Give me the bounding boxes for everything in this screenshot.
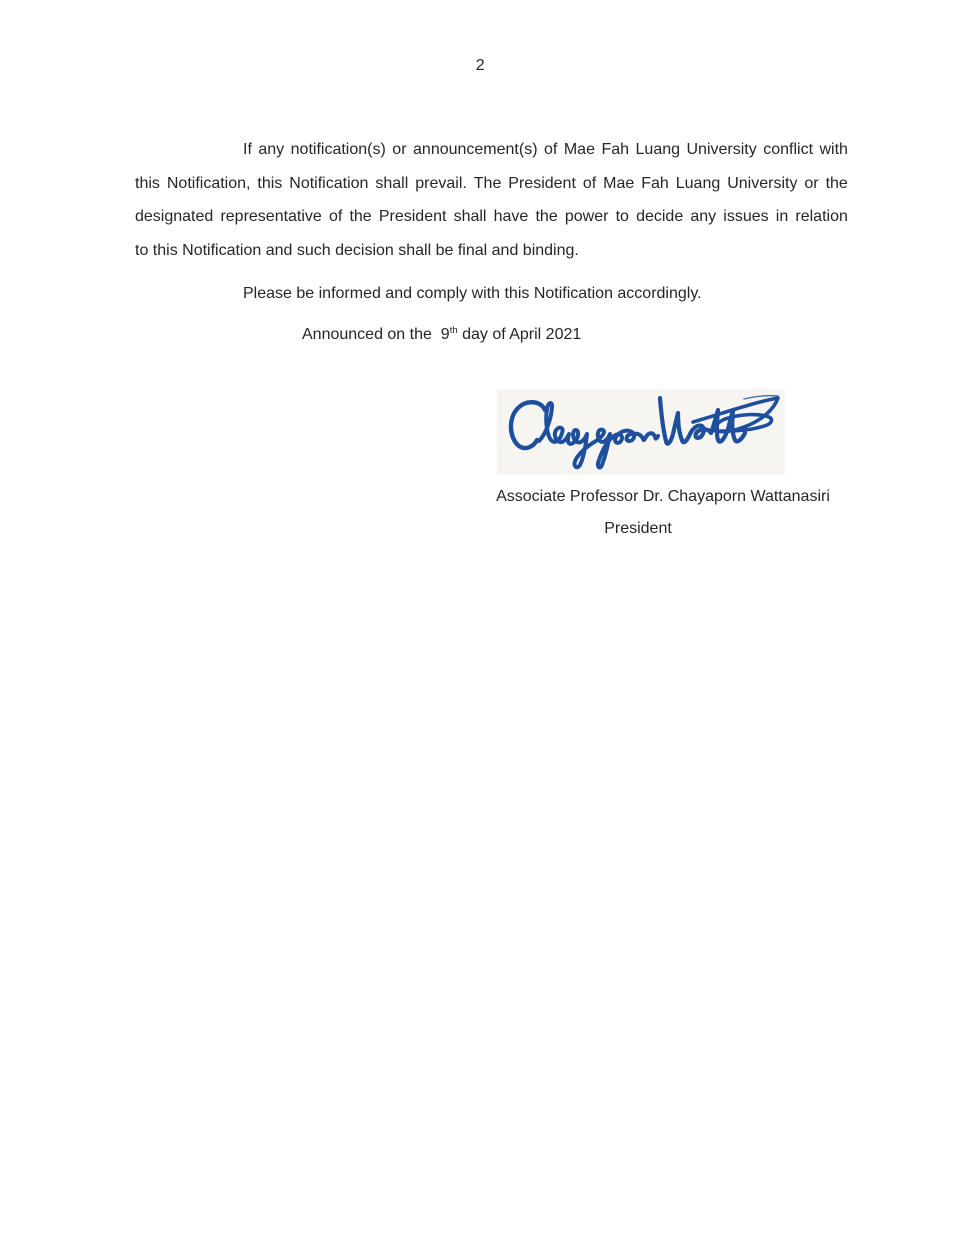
signature-image xyxy=(497,389,785,475)
closing-line: Please be informed and comply with this Notification accordingly. xyxy=(243,285,702,302)
signatory-title: President xyxy=(604,520,672,537)
announcement-prefix: Announced on the 9 xyxy=(302,326,450,343)
announcement-line xyxy=(302,318,581,352)
signature-handwriting xyxy=(497,389,785,475)
paragraph-line: designated representative of the President shall have the power to decide any issues in relation xyxy=(135,208,848,225)
signatory-name: Associate Professor Dr. Chayaporn Wattanasiri xyxy=(496,488,830,505)
page-number: 2 xyxy=(475,57,486,74)
ordinal-superscript: th xyxy=(449,325,458,336)
notification-paragraph xyxy=(135,133,848,267)
announcement-suffix: day of April 2021 xyxy=(457,326,582,343)
paragraph-line: this Notification, this Notification shall prevail. The President of Mae Fah Luang University or the xyxy=(135,174,848,192)
paragraph-line: If any notification(s) or announcement(s) of Mae Fah Luang University conflict with xyxy=(243,141,848,158)
signature-stroke-chayaporn xyxy=(539,403,658,467)
signature-stroke-flourish xyxy=(693,398,778,432)
paragraph-line: to this Notification and such decision shall be final and binding. xyxy=(135,241,579,259)
